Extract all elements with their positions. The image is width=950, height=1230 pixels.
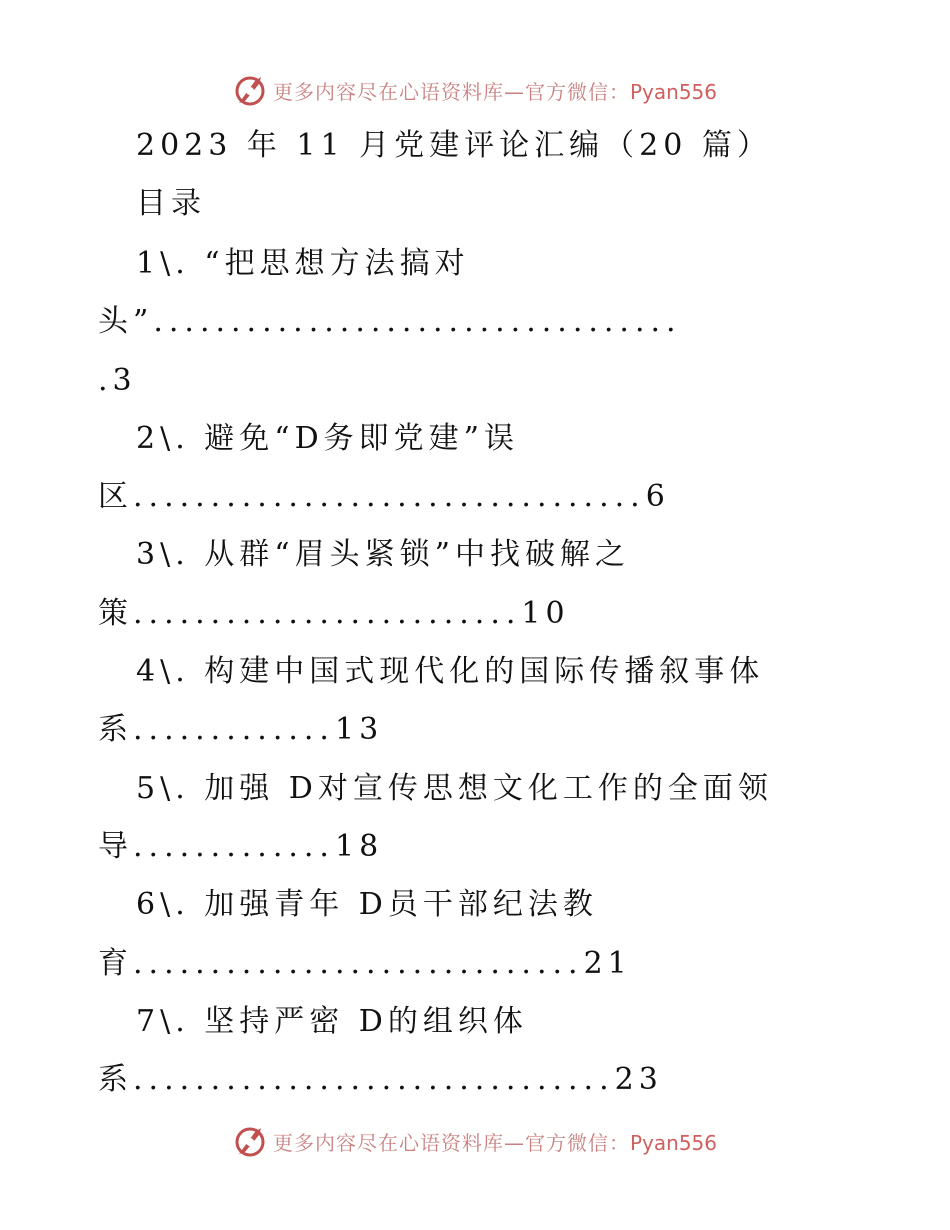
- toc-entry-1-page-prefix: .: [98, 363, 113, 398]
- toc-entry-7-tail: [98, 1062, 663, 1097]
- toc-entry-2-tail: [98, 479, 670, 514]
- toc-entry-3-leader: .........................: [133, 596, 522, 631]
- toc-entry-5-page: 18: [334, 829, 384, 864]
- toc-entry-4-page: 13: [334, 712, 384, 747]
- toc-entry-5-tail-text: 导: [98, 829, 133, 864]
- toc-entry-6-leader: .............................: [133, 946, 584, 981]
- toc-entry-7-head: 7\. 坚持严密 D的组织体: [136, 1004, 528, 1039]
- toc-entry-2-tail-text: 区: [98, 479, 133, 514]
- toc-entry-5-head: 5\. 加强 D对宣传思想文化工作的全面领: [136, 771, 773, 806]
- toc-entry-3-head: 3\. 从群“眉头紧锁”中找破解之: [136, 537, 630, 572]
- toc-entry-1-page-line: [98, 363, 137, 398]
- toc-entry-7-tail-text: 系: [98, 1062, 133, 1097]
- toc-entry-1-tail-text: 头”: [98, 304, 154, 339]
- toc-entry-6-head: 6\. 加强青年 D员干部纪法教: [136, 887, 598, 922]
- toc-entry-6-tail: [98, 946, 632, 981]
- toc-entry-6-page: 21: [583, 946, 632, 981]
- toc-entry-1-leader: ..................................: [153, 304, 682, 339]
- toc-entry-1-tail: [98, 304, 682, 339]
- toc-entry-4-leader: .............: [133, 712, 335, 747]
- toc-entry-5-tail: [98, 829, 384, 864]
- toc-entry-7-page: 23: [614, 1062, 663, 1097]
- toc-entry-3-tail-text: 策: [98, 596, 133, 631]
- document-title: 2023 年 11 月党建评论汇编（20 篇）: [136, 128, 772, 163]
- toc-heading: 目录: [136, 186, 206, 221]
- toc-entry-4-head: 4\. 构建中国式现代化的国际传播叙事体: [136, 654, 765, 689]
- watermark-id: Pyan556: [629, 79, 717, 104]
- toc-entry-7-leader: ...............................: [133, 1062, 615, 1097]
- quill-pen-icon: [233, 73, 267, 107]
- toc-entry-4-tail: [98, 712, 384, 747]
- toc-entry-1-head: 1\. “把思想方法搞对: [136, 246, 470, 281]
- toc-entry-2-head: 2\. 避免“D务即党建”误: [136, 421, 519, 456]
- toc-entry-1-page: 3: [112, 363, 137, 398]
- toc-entry-2-leader: .................................: [133, 479, 646, 514]
- toc-entry-2-page: 6: [645, 479, 670, 514]
- toc-entry-6-tail-text: 育: [98, 946, 133, 981]
- toc-entry-3-page: 10: [521, 596, 570, 631]
- watermark-banner-bottom: [0, 1121, 950, 1161]
- toc-entry-5-leader: .............: [133, 829, 335, 864]
- watermark-text: 更多内容尽在心语资料库—官方微信：Pyan556: [272, 1130, 717, 1155]
- watermark-id: Pyan556: [629, 1130, 717, 1155]
- toc-entry-4-tail-text: 系: [98, 712, 133, 747]
- toc-entry-3-tail: [98, 596, 570, 631]
- watermark-banner-top: [0, 70, 950, 110]
- watermark-text: 更多内容尽在心语资料库—官方微信：Pyan556: [272, 79, 717, 104]
- quill-pen-icon: [233, 1124, 267, 1158]
